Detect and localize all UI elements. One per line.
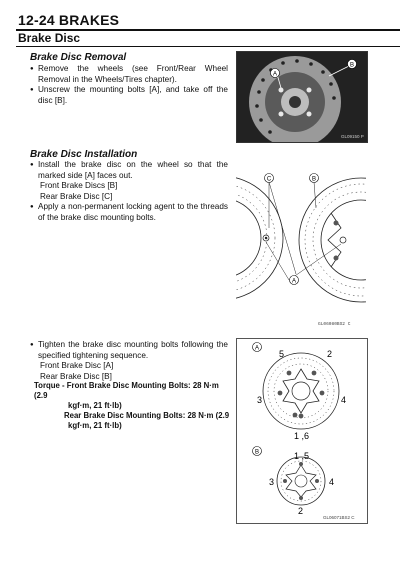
disc-photo-graphic	[237, 52, 367, 142]
removal-photo	[236, 51, 368, 143]
front-seq-4: 4	[341, 395, 347, 405]
removal-label-b: B	[349, 62, 355, 69]
rear-disc-label: B	[254, 449, 260, 456]
install-label-a: A	[291, 278, 297, 285]
front-seq-3: 3	[257, 395, 263, 405]
rear-seq-4: 4	[329, 477, 335, 487]
tightening-text	[30, 340, 228, 382]
install-figure-code: GL06080BS2 C	[318, 322, 351, 327]
installation-figure	[236, 168, 366, 330]
front-seq-2: 2	[327, 349, 333, 359]
section-rule	[16, 46, 400, 47]
rear-seq-3: 3	[269, 477, 275, 487]
removal-figure-code: GL09150 P	[341, 134, 364, 139]
sequence-graphic	[237, 339, 367, 523]
removal-heading: Brake Disc Removal	[30, 52, 127, 63]
installation-text	[30, 160, 228, 223]
removal-label-a: A	[272, 71, 278, 78]
tightening-figure	[236, 338, 368, 524]
install-label-b: B	[311, 176, 317, 183]
tighten-figure-code: GL06071BS2 C	[323, 515, 355, 520]
tighten-sub-rear: Rear Brake Disc [B]	[40, 371, 112, 381]
rear-seq-2: 2	[298, 506, 304, 516]
install-step-1: ● Install the brake disc on the wheel so that the marked side [A] faces out.	[30, 160, 228, 181]
front-disc-label: A	[254, 345, 260, 352]
page-title: 12-24 BRAKES	[18, 12, 120, 28]
removal-step-2: ● Unscrew the mounting bolts [A], and take off the disc [B].	[30, 85, 228, 106]
install-sub-front: Front Brake Discs [B]	[40, 181, 118, 190]
torque-front-line: Torque - Front Brake Disc Mounting Bolts: 28 N·m (2.9	[34, 381, 219, 400]
removal-step-1: ● Remove the wheels (see Front/Rear Wheel Removal in the Wheels/Tires chapter).	[30, 64, 228, 85]
section-title: Brake Disc	[18, 31, 81, 45]
installation-heading: Brake Disc Installation	[30, 149, 138, 160]
install-sub-rear: Rear Brake Disc [C]	[40, 191, 113, 201]
torque-rear-units: kgf·m, 21 ft·lb)	[68, 421, 122, 430]
tighten-step: ● Tighten the brake disc mounting bolts following the specified tightening sequence.	[30, 340, 228, 361]
removal-text	[30, 64, 228, 106]
front-seq-1-6: 1 ,6	[294, 431, 310, 441]
torque-rear-line: Rear Brake Disc Mounting Bolts: 28 N·m (2.9	[64, 411, 230, 420]
tighten-sub-front: Front Brake Disc [A]	[40, 361, 114, 370]
front-seq-5: 5	[279, 349, 285, 359]
torque-front-units: kgf·m, 21 ft·lb)	[68, 401, 122, 410]
disc-marking-graphic	[236, 168, 366, 330]
rear-seq-1-5: 1 ,5	[294, 451, 310, 461]
torque-spec	[34, 381, 234, 431]
install-label-c: C	[266, 176, 272, 183]
install-step-2: ● Apply a non-permanent locking agent to the threads of the brake disc mounting bolts.	[30, 202, 228, 223]
